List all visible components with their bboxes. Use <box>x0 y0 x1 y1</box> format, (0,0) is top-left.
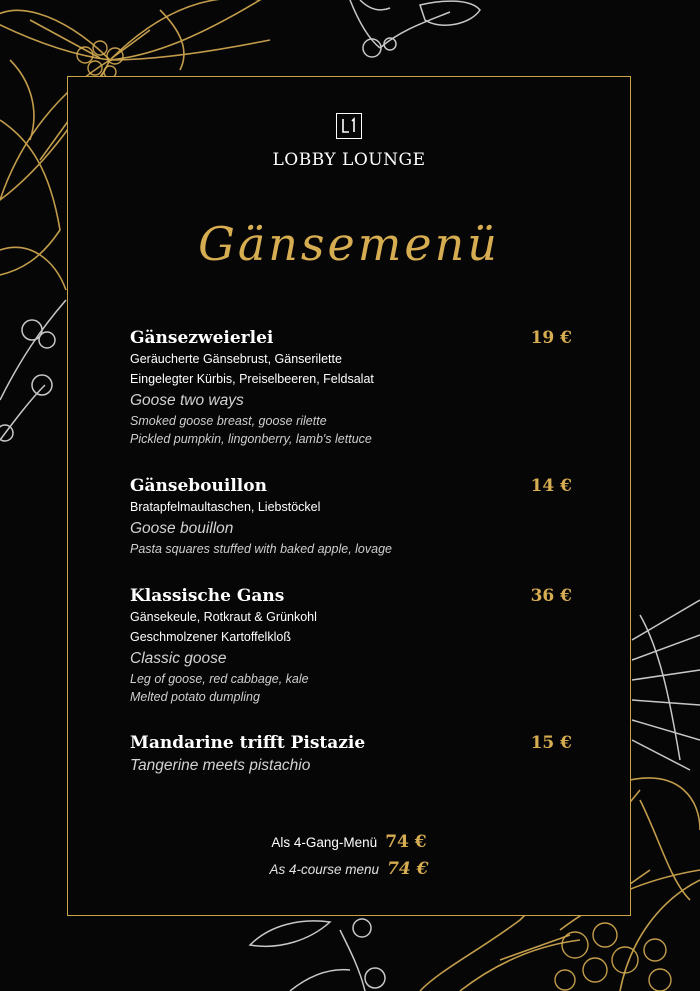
logo <box>68 113 630 170</box>
item-description-de: Gänsekeule, Rotkraut & Grünkohl <box>130 610 317 624</box>
item-description-de: Geräucherte Gänsebrust, Gänserilette <box>130 352 342 366</box>
item-name: Gänsezweierlei <box>130 328 274 348</box>
menu-card <box>67 76 631 916</box>
summary-label-en: As 4-course menu <box>269 862 380 877</box>
item-description-en: Smoked goose breast, goose rilette <box>130 414 327 428</box>
summary-price-en: 74 € <box>387 859 429 879</box>
summary-row-de <box>68 829 630 856</box>
item-description-en: Pickled pumpkin, lingonberry, lamb's lettuce <box>130 432 372 446</box>
item-name: Mandarine trifft Pistazie <box>130 733 366 753</box>
item-description-de: Bratapfelmaultaschen, Liebstöckel <box>130 500 321 514</box>
item-price: 14 € <box>530 476 572 496</box>
item-name-en: Classic goose <box>130 650 227 667</box>
menu-item <box>130 475 572 558</box>
summary-price-de: 74 € <box>385 832 427 852</box>
logo-mark <box>336 113 362 139</box>
menu-item <box>130 327 572 448</box>
item-name: Klassische Gans <box>130 586 285 606</box>
menu-item <box>130 585 572 706</box>
item-name-en: Goose bouillon <box>130 520 234 537</box>
item-price: 19 € <box>530 328 572 348</box>
item-name-en: Goose two ways <box>130 392 244 409</box>
summary-label-de: Als 4-Gang-Menü <box>271 835 378 850</box>
item-description-en: Pasta squares stuffed with baked apple, lovage <box>130 542 392 556</box>
item-price: 36 € <box>530 586 572 606</box>
summary-row-en <box>68 856 630 883</box>
menu-title: Gänsemenü <box>198 217 500 271</box>
item-description-en: Leg of goose, red cabbage, kale <box>130 672 309 686</box>
item-name-en: Tangerine meets pistachio <box>130 757 311 774</box>
item-description-de: Eingelegter Kürbis, Preiselbeeren, Feldsalat <box>130 372 374 386</box>
menu-item <box>130 732 572 777</box>
brand-name: LOBBY LOUNGE <box>272 150 426 170</box>
item-description-en: Melted potato dumpling <box>130 690 260 704</box>
logo-monogram-icon <box>340 117 357 134</box>
item-description-de: Geschmolzener Kartoffelkloß <box>130 630 291 644</box>
item-price: 15 € <box>530 733 572 753</box>
item-name: Gänsebouillon <box>130 476 267 496</box>
set-menu-summary <box>68 829 630 883</box>
